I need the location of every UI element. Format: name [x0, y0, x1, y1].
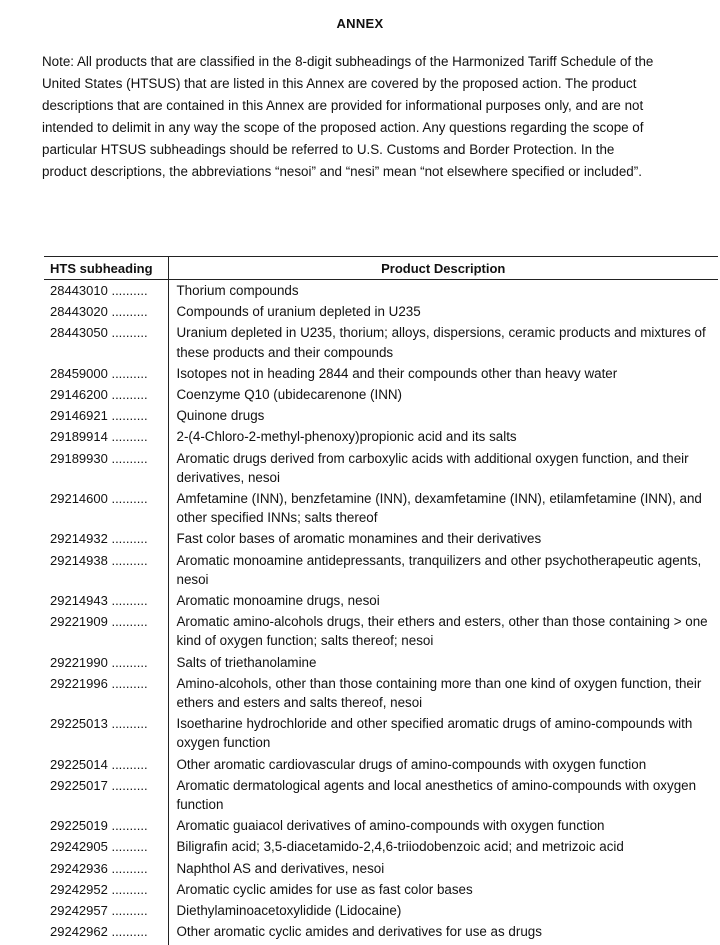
table-row [44, 673, 718, 713]
page-title: ANNEX [336, 16, 384, 31]
table-header-row [44, 257, 718, 280]
hts-code-cell: 29225014 .......... [44, 754, 168, 775]
table-row [44, 879, 718, 900]
column-header-hts-subheading: HTS subheading [44, 257, 168, 280]
table-row [44, 384, 718, 405]
hts-code-cell: 29146200 .......... [44, 384, 168, 405]
hts-code-cell: 29146921 .......... [44, 405, 168, 426]
hts-code-cell: 29242905 .......... [44, 836, 168, 857]
product-description-cell: Other aromatic cardiovascular drugs of amino-compounds with oxygen function [176, 756, 647, 772]
product-description-cell: 2-(4-Chloro-2-methyl-phenoxy)propionic acid and its salts [176, 429, 517, 445]
table-row [44, 858, 718, 879]
hts-code-cell: 29189930 .......... [44, 448, 168, 488]
table-row [44, 652, 718, 673]
hts-code-cell: 29214932 .......... [44, 528, 168, 549]
table-row [44, 921, 718, 944]
table-row [44, 363, 718, 384]
table-row [44, 713, 718, 753]
table-row [44, 754, 718, 775]
table-row [44, 590, 718, 611]
product-description-cell: Aromatic amino-alcohols drugs, their ethers and esters, other than those containing > one kind of oxygen function; salts thereof; nesoi [176, 614, 708, 649]
product-description-cell: Aromatic monoamine drugs, nesoi [176, 593, 380, 609]
table-row [44, 528, 718, 549]
hts-code-cell: 29242957 .......... [44, 900, 168, 921]
table-row [44, 900, 718, 921]
product-description-cell: Amino-alcohols, other than those containing more than one kind of oxygen function, their ethers and esters and salts thereof, nesoi [176, 675, 702, 711]
hts-code-cell: 29214943 .......... [44, 590, 168, 611]
product-description-cell: Other aromatic cyclic amides and derivatives for use as drugs [176, 924, 542, 940]
table-row [44, 405, 718, 426]
hts-table [44, 256, 718, 945]
table-row [44, 280, 718, 302]
hts-code-cell: 28443010 .......... [44, 280, 168, 302]
hts-code-cell: 29221996 .......... [44, 673, 168, 713]
table-row [44, 322, 718, 362]
product-description-cell: Quinone drugs [176, 408, 265, 424]
product-description-cell: Compounds of uranium depleted in U235 [176, 304, 421, 320]
product-description-cell: Aromatic monoamine antidepressants, tranquilizers and other psychotherapeutic agents, nesoi [176, 552, 702, 587]
hts-code-cell: 29189914 .......... [44, 426, 168, 447]
column-header-product-description: Product Description [168, 257, 718, 280]
product-description-cell: Aromatic guaiacol derivatives of amino-compounds with oxygen function [176, 818, 605, 834]
hts-code-cell: 29221909 .......... [44, 611, 168, 651]
product-description-cell: Aromatic drugs derived from carboxylic acids with additional oxygen function, and their derivatives, nesoi [176, 450, 689, 485]
hts-code-cell: 29221990 .......... [44, 652, 168, 673]
table-row [44, 448, 718, 488]
table-row [44, 426, 718, 447]
product-description-cell: Thorium compounds [176, 283, 299, 298]
table-row [44, 301, 718, 322]
scope-note: Note: All products that are classified in the 8-digit subheadings of the Harmonized Tariff Schedule of the United States (HTSUS) that are listed in this Annex are covered by the proposed action. The product descriptions that are contained in this Annex are provided for informational purposes only, and are not intended to delimit in any way the scope of the proposed action. Any questions regarding the scope of particular HTSUS subheadings should be referred to U.S. Customs and Border Protection. In the product descriptions, the abbreviations “nesoi” and “nesi” mean “not elsewhere specified or included”. [42, 54, 654, 179]
product-description-cell: Amfetamine (INN), benzfetamine (INN), dexamfetamine (INN), etilamfetamine (INN), and other specified INNs; salts thereof [176, 491, 702, 526]
hts-code-cell: 29242936 .......... [44, 858, 168, 879]
product-description-cell: Coenzyme Q10 (ubidecarenone (INN) [176, 387, 403, 403]
table-row [44, 815, 718, 836]
product-description-cell: Salts of triethanolamine [176, 654, 317, 670]
product-description-cell: Naphthol AS and derivatives, nesoi [176, 860, 385, 876]
hts-code-cell: 29214938 .......... [44, 550, 168, 590]
product-description-cell: Isoetharine hydrochloride and other specified aromatic drugs of amino-compounds with oxygen function [176, 716, 693, 751]
product-description-cell: Aromatic dermatological agents and local anesthetics of amino-compounds with oxygen function [176, 777, 697, 813]
hts-code-cell: 29242952 .......... [44, 879, 168, 900]
table-row [44, 550, 718, 590]
hts-code-cell: 29214600 .......... [44, 488, 168, 528]
product-description-cell: Fast color bases of aromatic monamines and their derivatives [176, 531, 542, 547]
hts-code-cell: 29242962 .......... [44, 921, 168, 944]
product-description-cell: Uranium depleted in U235, thorium; alloys, dispersions, ceramic products and mixtures of these products and their compounds [176, 325, 706, 360]
hts-code-cell: 28459000 .......... [44, 363, 168, 384]
table-body [44, 280, 718, 945]
table-row [44, 836, 718, 857]
hts-code-cell: 29225019 .......... [44, 815, 168, 836]
table-row [44, 775, 718, 815]
hts-code-cell: 29225013 .......... [44, 713, 168, 753]
product-description-cell: Biligrafin acid; 3,5-diacetamido-2,4,6-triiodobenzoic acid; and metrizoic acid [176, 839, 624, 855]
table-row [44, 488, 718, 528]
product-description-cell: Diethylaminoacetoxylidide (Lidocaine) [176, 903, 402, 919]
hts-code-cell: 28443050 .......... [44, 322, 168, 362]
hts-code-cell: 29225017 .......... [44, 775, 168, 815]
product-description-cell: Aromatic cyclic amides for use as fast color bases [176, 881, 473, 897]
product-description-cell: Isotopes not in heading 2844 and their compounds other than heavy water [176, 365, 618, 381]
table-row [44, 611, 718, 651]
hts-code-cell: 28443020 .......... [44, 301, 168, 322]
